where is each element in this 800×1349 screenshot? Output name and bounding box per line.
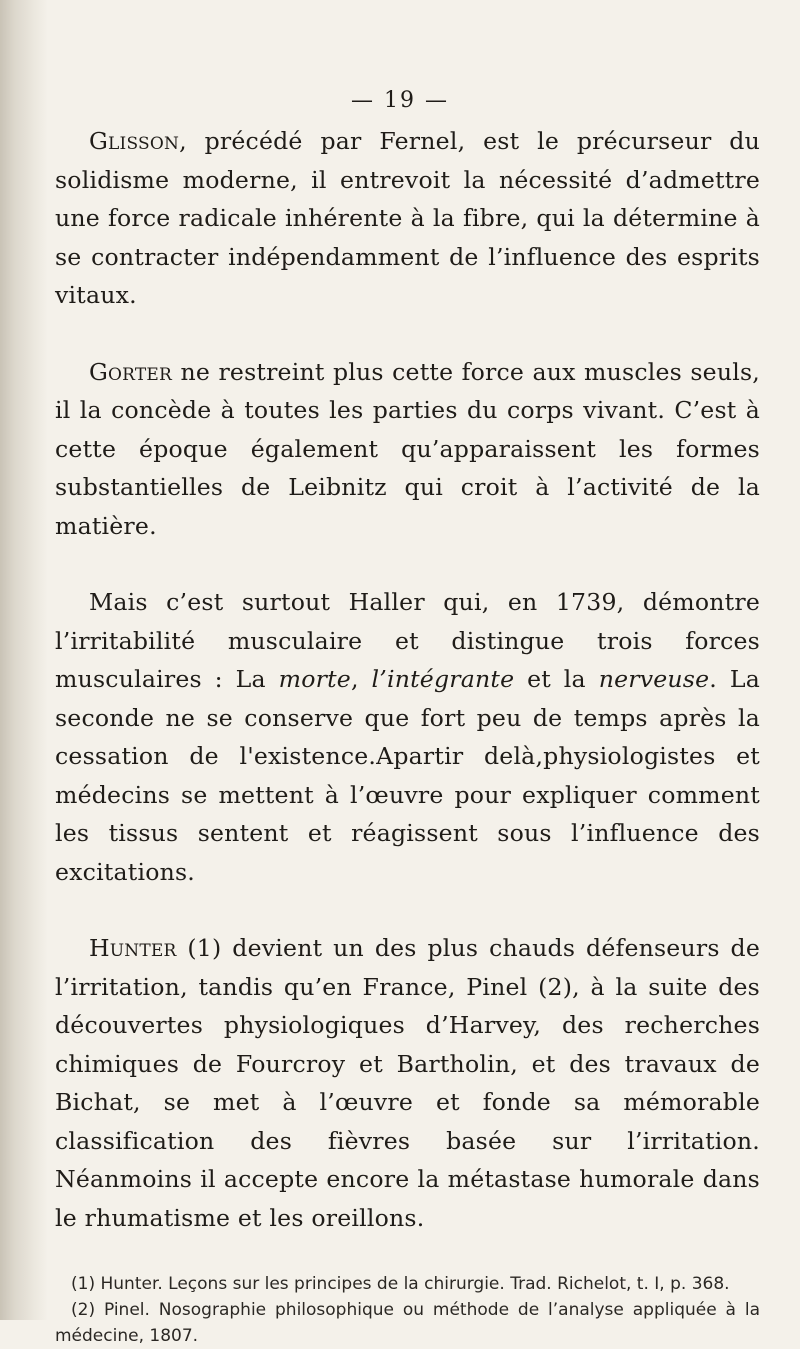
paragraph-glisson [55, 122, 760, 315]
italic-term-integrante: l’intégrante [371, 665, 515, 693]
author-name-glisson: Glisson [89, 127, 180, 155]
paragraph-haller [55, 583, 760, 891]
page-body [55, 122, 760, 1349]
italic-term-nerveuse: nerveuse [598, 665, 710, 693]
page-number: — 19 — [351, 88, 449, 113]
author-name-gorter: Gorter [89, 357, 173, 386]
paragraph-text: Mais c’est surtout Haller qui, en 1739, démontre l’irritabilité musculaire et distingue trois forces musculaires : La [55, 588, 760, 693]
paragraph-text: , [350, 665, 372, 693]
author-name-hunter: Hunter [89, 934, 177, 962]
italic-term-morte: morte [278, 665, 351, 693]
paragraph-gorter [55, 353, 760, 546]
paragraph-text: et la [514, 665, 599, 693]
paragraph-hunter [55, 929, 760, 1237]
paragraph-text: , précédé par Fernel, est le précurseur du solidisme moderne, il entrevoit la nécessité d’admettre une force radicale inhérente à la fibre, qui la détermine à se contracter indépendamment de l’influence des esprits vitaux. [55, 127, 760, 309]
footnotes [55, 1271, 760, 1349]
binding-shadow [0, 0, 48, 1320]
paragraph-text: (1) devient un des plus chauds défenseurs de l’irritation, tandis qu’en France, Pinel (2), à la suite des découvertes physiologiques d’Harvey, des recherches chimiques de Fourcroy et Bartholin, et des travaux de Bichat, se met à l’œuvre et fonde sa mémorable classification des fièvres basée sur l’irritation. Néanmoins il accepte encore la métastase humorale dans le rhumatisme et les oreillons. [55, 934, 760, 1232]
paragraph-text: . La seconde ne se conserve que fort peu de temps après la cessation de l'existence.Apartir delà,physiologistes et médecins se mettent à l’œuvre pour expliquer comment les tissus sentent et réagissent sous l’influence des excitations. [55, 665, 760, 886]
footnote-1: (1) Hunter. Leçons sur les principes de la chirurgie. Trad. Richelot, t. I, p. 368. [71, 1274, 730, 1294]
paragraph-text: ne restreint plus cette force aux muscles seuls, il la concède à toutes les parties du corps vivant. C’est à cette époque également qu’apparaissent les formes substantielles de Leibnitz qui croit à l’activité de la matière. [55, 357, 760, 540]
footnote-2: (2) Pinel. Nosographie philosophique ou méthode de l’analyse appliquée à la médecine, 1807. [55, 1300, 760, 1346]
